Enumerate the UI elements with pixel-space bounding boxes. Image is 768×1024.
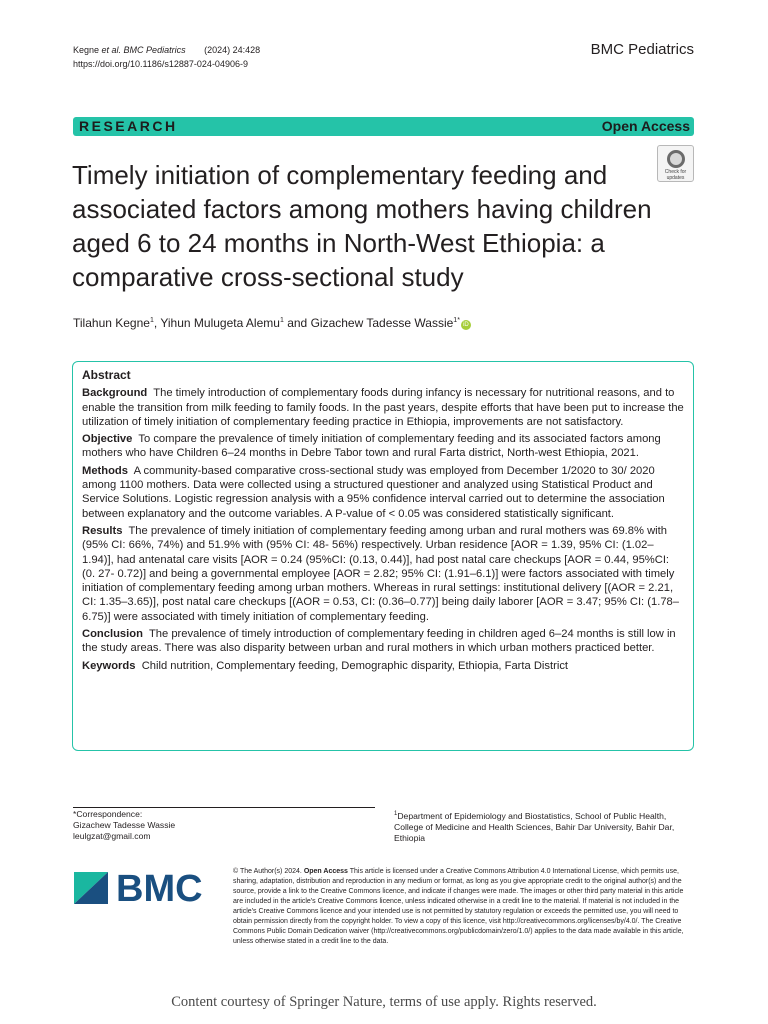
header-journal: et al. BMC Pediatrics — [101, 45, 186, 55]
correspondence — [73, 809, 175, 842]
bmc-logo — [74, 866, 214, 906]
abstract-keywords: Keywords Child nutrition, Complementary feeding, Demographic disparity, Ethiopia, Farta District — [82, 659, 569, 672]
abstract-methods: Methods A community-based comparative cross-sectional study was employed from December 1/2020 to 30/ 2020 among 1100 mothers. Data were collected using a structured questioner and analyzed using Statistical Product and Service Solutions. Logistic regression analysis with a 95% confidence interval carried out to determine the association between explanatory and the outcome variables. A P-value of < 0.05 was considered statistically significant. — [82, 464, 665, 520]
author-2[interactable]: Yihun Mulugeta Alemu — [160, 316, 280, 330]
footnote-divider — [73, 807, 375, 808]
header-author: Kegne — [73, 45, 100, 55]
check-updates-label: Check for updates — [664, 169, 687, 181]
author-3[interactable]: Gizachew Tadesse Wassie — [310, 316, 454, 330]
abstract-background: Background The timely introduction of complementary foods during infancy is necessary for nutritional reasons, and to enable the transition from milk feeding to family foods. In the past years, despite efforts that have been put to increase the utilization of timely initiation of complementary feeding practice in Ethiopia, improvements are not satisfactory. — [82, 387, 684, 428]
open-access-label: Open Access — [601, 118, 690, 134]
header-doi-link[interactable]: https://doi.org/10.1186/s12887-024-04906-9 — [73, 59, 248, 69]
section-band — [73, 117, 694, 136]
courtesy-footer: Content courtesy of Springer Nature, terms of use apply. Rights reserved. — [171, 994, 597, 1010]
abstract-heading: Abstract — [82, 368, 131, 382]
correspondence-name: Gizachew Tadesse Wassie — [73, 820, 176, 830]
author-separator: and — [283, 316, 311, 330]
author-3-affil: 1* — [453, 317, 460, 324]
abstract-objective: Objective To compare the prevalence of timely initiation of complementary feeding and its associated factors among mothers who have Children 6–24 months in Debre Tabor town and rural Farta district, North-west Ethiopia, 2021. — [82, 433, 661, 460]
check-for-updates-button[interactable] — [657, 145, 694, 182]
affiliation-text: Department of Epidemiology and Biostatistics, School of Public Health, College of Medicine and Health Sciences, Bahir Dar University, Bahir Dar, Ethiopia — [394, 810, 675, 843]
affiliation-number: 1 — [394, 811, 398, 817]
abstract-box — [72, 361, 694, 751]
author-1[interactable]: Tilahun Kegne — [73, 316, 150, 330]
correspondence-email-link[interactable]: leulgzat@gmail.com — [73, 831, 151, 841]
abstract-results: Results The prevalence of timely initiation of complementary feeding among urban and rural mothers was 69.8% with (95% CI: 66%, 74%) and 51.9% with (95% CI: 48- 56%) respectively. Urban residence [AOR = 1.39, 95% CI: (1.02–1.94)], had antenatal care visits [AOR = 0.24 (95%CI: (0.13, 0.44)], had post natal care checkups [AOR = 0.44, 95%CI: (0. 27- 0.72)] and being a governmental employee [AOR = 2.82; 95% CI: (1.91–6.1)] were factors associated with timely initiation of complementary feeding among urban mothers. Whereas in rural settings: institutional delivery [(AOR = 2.21, CI: 1.35–3.65)], post natal care checkups [(AOR = 0.53, CI: (0.36–0.77)] being daily laborer [AOR = 3.47; 95% CI: (1.78–6.75)] were associated with timely initiation of complementary feeding. — [82, 524, 679, 623]
header-year-volume: (2024) 24:428 — [204, 45, 261, 55]
abstract-conclusion: Conclusion The prevalence of timely introduction of complementary feeding in children aged 6–24 months is still low in the study areas. There was also disparity between urban and rural mothers in which urban mothers practiced better. — [82, 628, 676, 655]
journal-name: BMC Pediatrics — [590, 41, 694, 58]
section-label: RESEARCH — [79, 118, 178, 134]
orcid-icon[interactable]: iD — [461, 320, 471, 330]
article-title: Timely initiation of complementary feeding and associated factors among mothers having children aged 6 to 24 months in North-West Ethiopia: a comparative cross-sectional study — [72, 160, 652, 292]
author-1-affil: 1 — [149, 317, 154, 324]
license-statement: © The Author(s) 2024. Open Access This article is licensed under a Creative Commons Attribution 4.0 International License, which permits use, sharing, adaptation, distribution and reproduction in any medium or format, as long as you give appropriate credit to the original author(s) and the source, provide a link to the Creative Commons licence, and indicate if changes were made. The images or other third party material in this article are included in the article's Creative Commons licence, unless indicated otherwise in a credit line to the material. If material is not included in the article's Creative Commons licence and your intended use is not permitted by statutory regulation or exceeds the permitted use, you will need to obtain permission directly from the copyright holder. To view a copy of this licence, visit http://creativecommons.org/licenses/by/4.0/. The Creative Commons Public Domain Dedication waiver (http://creativecommons.org/publicdomain/zero/1.0/) applies to the data made available in this article, unless otherwise stated in a credit line to the data. — [233, 868, 684, 945]
author-list — [73, 316, 471, 330]
bmc-logo-text: BMC — [116, 868, 203, 906]
running-header — [73, 43, 260, 71]
author-separator: , — [153, 316, 161, 330]
correspondence-label: *Correspondence: — [73, 809, 143, 819]
affiliation — [394, 809, 694, 844]
author-2-affil: 1 — [279, 317, 284, 324]
check-updates-icon — [667, 150, 685, 168]
